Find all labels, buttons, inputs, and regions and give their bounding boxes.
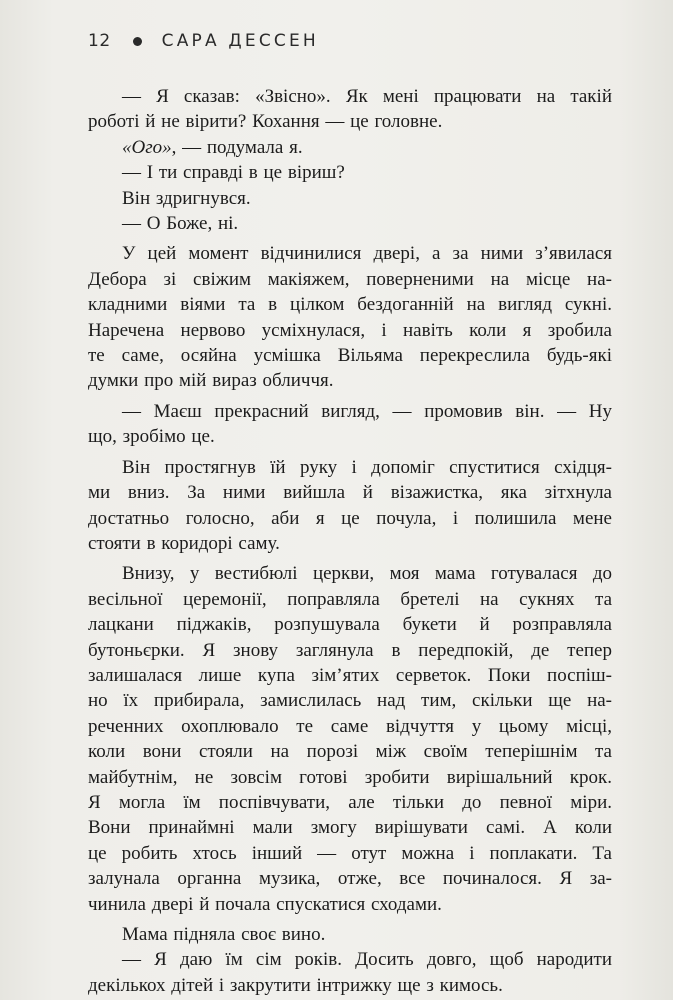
text-line: У цей момент відчинилися двері, а за ними з’явилася bbox=[122, 243, 612, 265]
text-line bbox=[120, 135, 612, 160]
text-line: Наречена нервово усміхнулася, і навіть коли я зробила bbox=[88, 319, 612, 341]
text-line: майбутнім, не зовсім готові зробити вирішальний крок. bbox=[88, 766, 612, 788]
text-line: весільної церемонії, поправляла бретелі на сукнях та bbox=[88, 588, 612, 610]
text-line: чинила двері й почала спускатися сходами. bbox=[88, 893, 442, 915]
text-line: ми вниз. За ними вийшла й візажистка, яка зітхнула bbox=[88, 482, 612, 504]
page-number: 12 bbox=[88, 31, 111, 51]
text-line: роботі й не вірити? Кохання — це головне. bbox=[88, 111, 443, 133]
running-head bbox=[88, 30, 319, 52]
text-line: — І ти справді в це віриш? bbox=[122, 162, 345, 184]
text-line: Вони принаймні мали змогу вирішувати самі. А коли bbox=[88, 817, 612, 839]
text-line: Він простягнув їй руку і допоміг спуститися східця- bbox=[122, 456, 612, 478]
text-line: реченних охоплювало те саме відчуття у цьому місці, bbox=[88, 715, 612, 737]
text-line: Внизу, у вестибюлі церкви, моя мама готувалася до bbox=[122, 563, 612, 585]
text-line: Він здригнувся. bbox=[122, 187, 251, 209]
text-line: — Маєш прекрасний вигляд, — промовив він. — Ну bbox=[122, 400, 612, 422]
text-line: те саме, осяйна усмішка Вільяма перекреслила будь-які bbox=[88, 345, 612, 367]
text-line: коли вони стояли на порозі між своїм теперішнім та bbox=[88, 741, 612, 763]
body-text bbox=[88, 84, 612, 998]
text-line: — Я сказав: «Звісно». Як мені працювати на такій bbox=[122, 86, 612, 107]
text-line: Я могла їм поспівчувати, але тільки до певної міри. bbox=[88, 791, 612, 813]
text-line: — Я даю їм сім років. Досить довго, щоб народити bbox=[122, 949, 612, 971]
author-name: САРА ДЕССЕН bbox=[161, 31, 319, 51]
text-line: лацкани піджаків, розпушувала букети й розправляла bbox=[88, 614, 612, 636]
text-fragment: , — подумала я. bbox=[171, 136, 303, 158]
text-line: це робить хтось інший — отут можна і поплакати. Та bbox=[88, 842, 612, 864]
text-line: бутоньєрки. Я знову заглянула в передпокій, де тепер bbox=[88, 639, 612, 661]
text-line: кладними віями та в цілком бездоганній на вигляд сукні. bbox=[88, 294, 612, 316]
text-line: декількох дітей і закрутити інтрижку ще з кимось. bbox=[88, 974, 503, 996]
bullet-dot-icon bbox=[133, 37, 142, 46]
text-line: — О Боже, ні. bbox=[122, 213, 239, 235]
text-line: залунала органна музика, отже, все починалося. Я за- bbox=[88, 868, 612, 890]
text-line: но їх прибирала, замислилась над тим, скільки ще на- bbox=[88, 690, 612, 712]
text-line: думки про мій вираз обличчя. bbox=[88, 370, 334, 392]
text-line: що, зробімо це. bbox=[88, 426, 215, 448]
text-line: залишалася лише купа зім’ятих серветок. Поки поспіш- bbox=[88, 664, 612, 686]
text-line: Дебора зі свіжим макіяжем, поверненими на місце на- bbox=[88, 268, 612, 290]
text-line: стояти в коридорі саму. bbox=[88, 532, 280, 554]
text-line: Мама підняла своє вино. bbox=[122, 924, 326, 945]
text-line: достатньо голосно, аби я це почула, і полишила мене bbox=[88, 507, 612, 529]
italic-quote: «Ого» bbox=[122, 136, 172, 158]
